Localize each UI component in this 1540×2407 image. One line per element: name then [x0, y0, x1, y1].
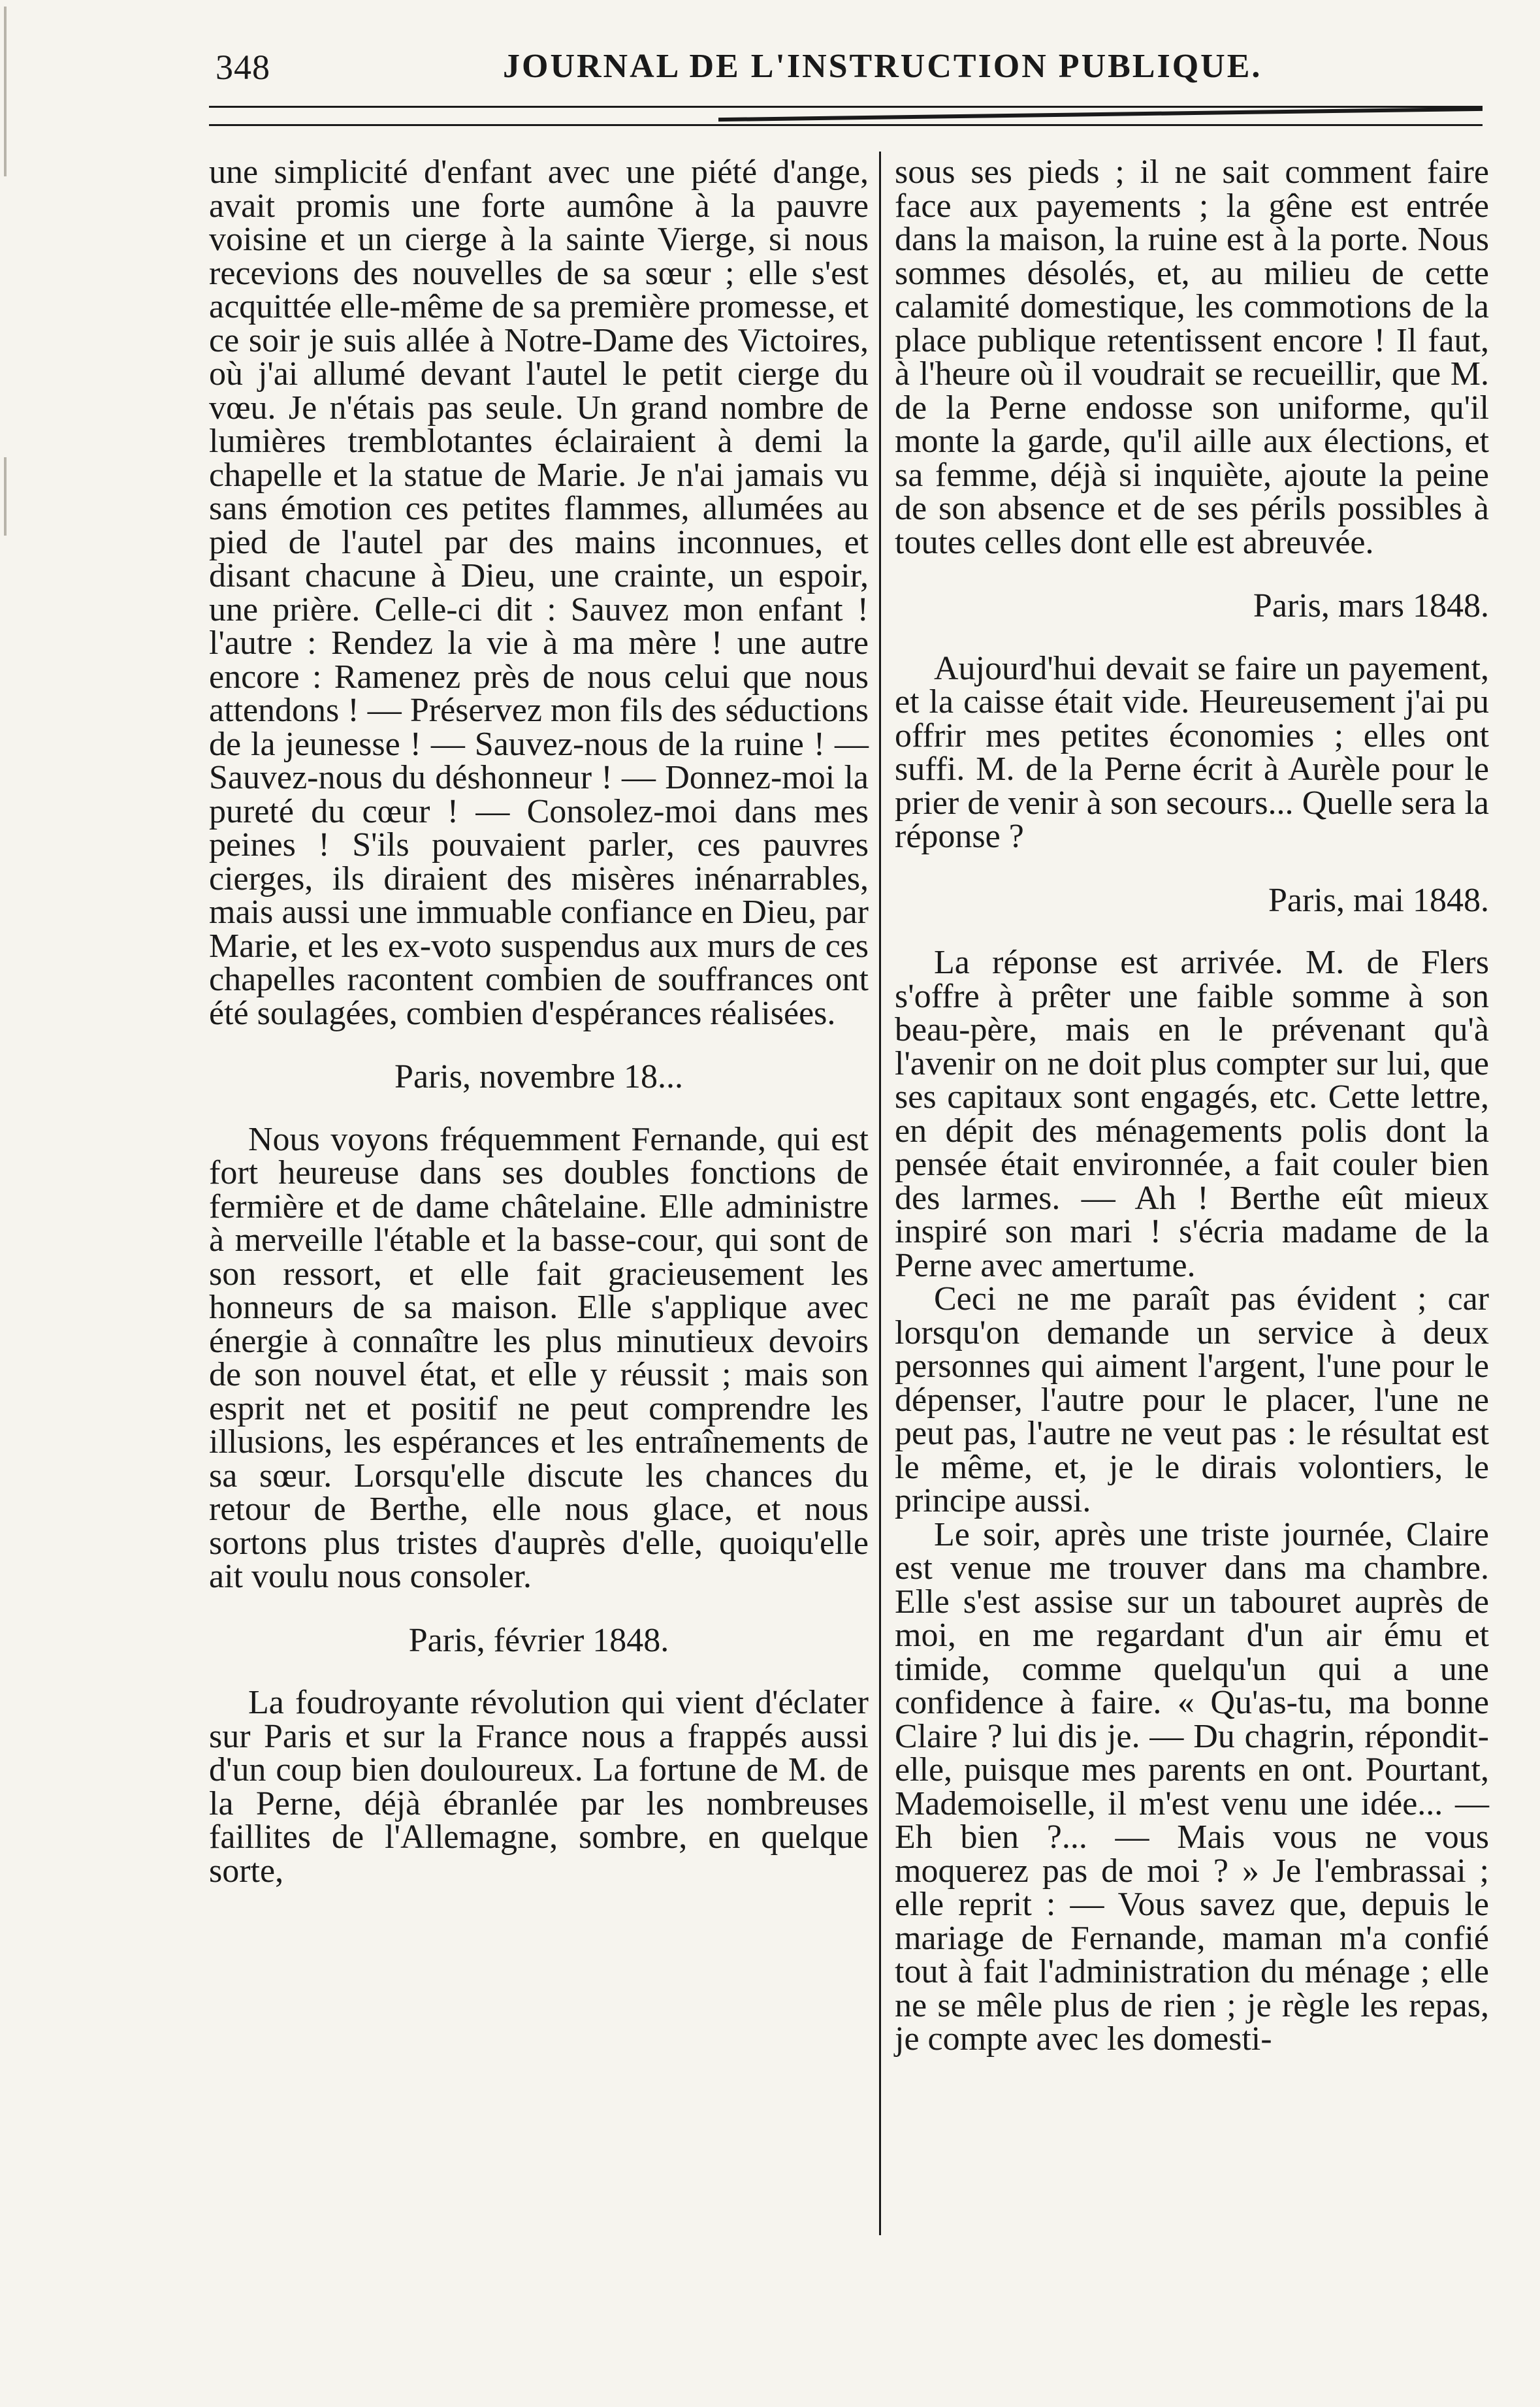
- paragraph: Aujourd'hui devait se faire un payement, et la caisse était vide. Heureusement j'ai pu offrir mes petites économies ; elles ont suffi. M. de la Perne écrit à Aurèle pour le prier de venir à son secours... Quelle sera la réponse ?: [895, 649, 1489, 855]
- paragraph: Ceci ne me paraît pas évident ; car lorsqu'on demande un service à deux personnes qui aiment l'argent, l'une pour le dépenser, l'autre pour le placer, l'une ne peut pas, l'autre ne veut pas : le résultat est le même, et, je le dirais volontiers, le principe aussi.: [895, 1280, 1489, 1519]
- paragraph: sous ses pieds ; il ne sait comment faire face aux payements ; la gêne est entrée dans la maison, la ruine est à la porte. Nous sommes désolés, et, au milieu de cette calamité domestique, les commotions de la place publique retentissent encore ! Il faut, à l'heure où il voudrait se recueillir, que M. de la Perne endosse son uniforme, qu'il monte la garde, qu'il aille aux élections, et sa femme, déjà si inquiète, ajoute la peine de son absence et de ses périls possibles à toutes celles dont elle est abreuvée.: [895, 153, 1489, 561]
- dateline: Paris, mai 1848.: [1268, 881, 1489, 919]
- column-divider: [879, 152, 881, 2235]
- dateline: Paris, mars 1848.: [1253, 587, 1489, 624]
- paragraph: La foudroyante révolution qui vient d'éclater sur Paris et sur la France nous a frappés aussi d'un coup bien douloureux. La fortune de M. de la Perne, déjà ébranlée par les nombreuses faillites de l'Allemagne, sombre, en quelque sorte,: [209, 1684, 869, 1890]
- left-column: [209, 155, 869, 1888]
- dateline: Paris, février 1848.: [408, 1621, 669, 1659]
- page-edge-mark: [4, 7, 7, 176]
- dateline: Paris, novembre 18...: [394, 1058, 683, 1095]
- header-rule-thick: [718, 107, 1483, 121]
- right-column: [895, 155, 1489, 2056]
- paragraph: une simplicité d'enfant avec une piété d'ange, avait promis une forte aumône à la pauvre voisine et un cierge à la sainte Vierge, si nous recevions des nouvelles de sa sœur ; elle s'est acquittée elle-même de sa première promesse, et ce soir je suis allée à Notre-Dame des Victoires, où j'ai allumé devant l'autel le petit cierge du vœu. Je n'étais pas seule. Un grand nombre de lumières tremblotantes éclairaient à demi la chapelle et la statue de Marie. Je n'ai jamais vu sans émotion ces petites flammes, allumées au pied de l'autel par des mains inconnues, et disant chacune à Dieu, une crainte, un espoir, une prière. Celle-ci dit : Sauvez mon enfant ! l'autre : Rendez la vie à ma mère ! une autre encore : Ramenez près de nous celui que nous attendons ! — Préservez mon fils des séductions de la jeunesse ! — Sauvez-nous de la ruine ! — Sauvez-nous du déshonneur ! — Donnez-moi la pureté du cœur ! — Consolez-moi dans mes peines ! S'ils pouvaient parler, ces pauvres cierges, ils diraient des misères inénarrables, mais aussi une immuable confiance en Dieu, par Marie, et les ex-voto suspendus aux murs de ces chapelles racontent combien de souffrances ont été soulagées, combien d'espérances réalisées.: [209, 153, 869, 1032]
- paragraph: Le soir, après une triste journée, Claire est venue me trouver dans ma chambre. Elle s'est assise sur un tabouret auprès de moi, en me regardant d'un air ému et timide, comme quelqu'un qui a une confidence à faire. « Qu'as-tu, ma bonne Claire ? lui dis je. — Du chagrin, répondit-elle, puisque mes parents en ont. Pourtant, Mademoiselle, il m'est venu une idée... — Eh bien ?... — Mais vous ne vous moquerez pas de moi ? » Je l'embrassai ; elle reprit : — Vous savez que, depuis le mariage de Fernande, maman m'a confié tout à fait l'administration du ménage ; elle ne se mêle plus de rien ; je règle les repas, je compte avec les domesti-: [895, 1515, 1489, 2058]
- page-edge-mark: [4, 457, 7, 536]
- header-rule: [209, 124, 1483, 126]
- running-title: JOURNAL DE L'INSTRUCTION PUBLIQUE.: [503, 48, 1262, 85]
- page-number: 348: [216, 48, 270, 87]
- paragraph: La réponse est arrivée. M. de Flers s'offre à prêter une faible somme à son beau-père, mais en le prévenant qu'à l'avenir on ne doit plus compter sur lui, que ses capitaux sont engagés, etc. Cette lettre, en dépit des ménagements polis dont la pensée était environnée, a fait couler bien des larmes. — Ah ! Berthe eût mieux inspiré son mari ! s'écria madame de la Perne avec amertume.: [895, 944, 1489, 1284]
- header-rule: [209, 106, 1483, 108]
- paragraph: Nous voyons fréquemment Fernande, qui est fort heureuse dans ses doubles fonctions de fermière et de dame châtelaine. Elle administre à merveille l'étable et la basse-cour, qui sont de son ressort, et elle fait gracieusement les honneurs de sa maison. Elle s'applique avec énergie à connaître les plus minutieux devoirs de son nouvel état, et elle y réussit ; mais son esprit net et positif ne peut comprendre les illusions, les espérances et les entraînements de sa sœur. Lorsqu'elle discute les chances du retour de Berthe, elle nous glace, et nous sortons plus tristes d'auprès d'elle, quoiqu'elle ait voulu nous consoler.: [209, 1120, 869, 1595]
